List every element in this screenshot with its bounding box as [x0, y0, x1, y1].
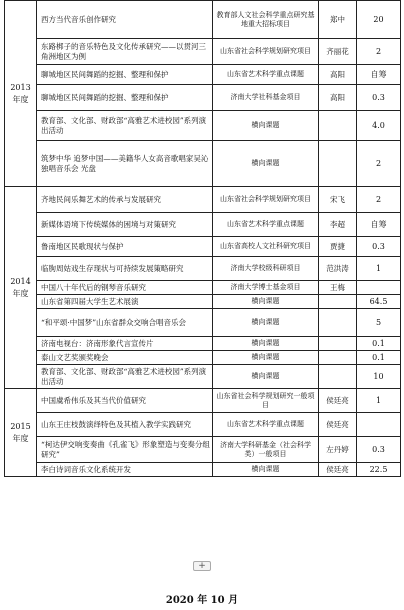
source-cell: 山东省艺术科学重点课题 [213, 65, 319, 85]
table-row [5, 309, 401, 337]
person-cell: 李超 [319, 213, 357, 237]
title-cell: “柯达伊交响变奏曲《孔雀飞》形象塑造与变奏分组研究” [37, 437, 213, 463]
title-cell: 山东王庄枝鼓演绎特色及其植入教学实践研究 [37, 413, 213, 437]
source-cell: 济南大学博士基金项目 [213, 281, 319, 295]
person-cell: 王梅 [319, 281, 357, 295]
funding-cell: 自筹 [357, 213, 401, 237]
funding-cell: 2 [357, 141, 401, 187]
table-row [5, 39, 401, 65]
source-cell: 山东省艺术科学重点课题 [213, 213, 319, 237]
person-cell [319, 141, 357, 187]
title-cell: 李白诗词音乐文化系统开发 [37, 463, 213, 477]
person-cell: 高阳 [319, 65, 357, 85]
title-cell: 临朐周姑戏生存现状与可持续发展策略研究 [37, 257, 213, 281]
funding-cell: 64.5 [357, 295, 401, 309]
year-cell: 2014年度 [5, 187, 37, 389]
source-cell: 横向课题 [213, 111, 319, 141]
table-row [5, 111, 401, 141]
source-cell: 横向课题 [213, 141, 319, 187]
person-cell [319, 111, 357, 141]
table-row [5, 463, 401, 477]
source-cell: 教育部人文社会科学重点研究基地重大招标项目 [213, 1, 319, 39]
person-cell: 齐丽花 [319, 39, 357, 65]
person-cell: 侯廷亮 [319, 389, 357, 413]
person-cell [319, 351, 357, 365]
person-cell [319, 309, 357, 337]
table-row [5, 213, 401, 237]
funding-cell: 自筹 [357, 65, 401, 85]
table-row [5, 141, 401, 187]
year-cell: 2015年度 [5, 389, 37, 477]
title-cell: 中国虞希伟乐及其当代价值研究 [37, 389, 213, 413]
source-cell: 山东省艺术科学重点课题 [213, 413, 319, 437]
funding-cell: 1 [357, 257, 401, 281]
table-row [5, 295, 401, 309]
funding-cell: 1 [357, 389, 401, 413]
funding-cell: 20 [357, 1, 401, 39]
source-cell: 横向课题 [213, 365, 319, 389]
title-cell: 济南电视台：济南形象代言宣传片 [37, 337, 213, 351]
title-cell: 鲁南地区民歌现状与保护 [37, 237, 213, 257]
title-cell: 聊城地区民间舞蹈的挖掘、整理和保护 [37, 85, 213, 111]
funding-cell: 4.0 [357, 111, 401, 141]
source-cell: 山东省社会科学规划研究项目 [213, 39, 319, 65]
title-cell: 教育部、文化部、财政部“高雅艺术进校园”系列演出活动 [37, 111, 213, 141]
funding-cell: 0.3 [357, 437, 401, 463]
funding-cell: 5 [357, 309, 401, 337]
table-row [5, 413, 401, 437]
funding-cell: 0.1 [357, 351, 401, 365]
year-cell: 2013年度 [5, 1, 37, 187]
table-row [5, 351, 401, 365]
title-cell: 中国八十年代后的钢琴音乐研究 [37, 281, 213, 295]
source-cell: 济南大学校级科研项目 [213, 257, 319, 281]
title-cell: 齐地民间乐舞艺术的传承与发展研究 [37, 187, 213, 213]
table-row [5, 337, 401, 351]
person-cell: 左丹婷 [319, 437, 357, 463]
funding-cell: 2 [357, 187, 401, 213]
title-cell: “和平颂·中国梦”山东省群众交响合唱音乐会 [37, 309, 213, 337]
projects-table [4, 0, 401, 477]
source-cell: 济南大学社科基金项目 [213, 85, 319, 111]
source-cell: 横向课题 [213, 309, 319, 337]
document-date: 2020 年 10 月 [165, 595, 239, 606]
table-row [5, 187, 401, 213]
source-cell: 横向课题 [213, 351, 319, 365]
person-cell: 侯廷亮 [319, 463, 357, 477]
title-cell: 聊城地区民间舞蹈的挖掘、整理和保护 [37, 65, 213, 85]
person-cell: 郑中 [319, 1, 357, 39]
table-row [5, 437, 401, 463]
person-cell: 宋飞 [319, 187, 357, 213]
person-cell: 范洪涛 [319, 257, 357, 281]
funding-cell: 0.3 [357, 237, 401, 257]
table-row [5, 1, 401, 39]
source-cell: 山东省社会科学规划研究一般项目 [213, 389, 319, 413]
title-cell: 教育部、文化部、财政部“高雅艺术进校园”系列演出活动 [37, 365, 213, 389]
title-cell: 西方当代音乐创作研究 [37, 1, 213, 39]
funding-cell: 22.5 [357, 463, 401, 477]
table-row [5, 257, 401, 281]
funding-cell [357, 281, 401, 295]
funding-cell: 10 [357, 365, 401, 389]
title-cell: 新媒体语境下传统媒体的困境与对策研究 [37, 213, 213, 237]
funding-cell: 0.1 [357, 337, 401, 351]
table-row [5, 281, 401, 295]
title-cell: 筑梦中华 追梦中国——美籍华人女高音歌唱家吴沁独唱音乐会 光盘 [37, 141, 213, 187]
source-cell: 山东省高校人文社科研究项目 [213, 237, 319, 257]
funding-cell: 0.3 [357, 85, 401, 111]
source-cell: 横向课题 [213, 295, 319, 309]
person-cell [319, 365, 357, 389]
table-row [5, 85, 401, 111]
funding-cell [357, 413, 401, 437]
add-row-button[interactable]: + [193, 561, 211, 571]
person-cell: 贾捷 [319, 237, 357, 257]
table-row [5, 365, 401, 389]
title-cell: 泰山文艺奖颁奖晚会 [37, 351, 213, 365]
table-row [5, 237, 401, 257]
person-cell: 高阳 [319, 85, 357, 111]
table-row [5, 389, 401, 413]
source-cell: 横向课题 [213, 337, 319, 351]
person-cell [319, 337, 357, 351]
source-cell: 横向课题 [213, 463, 319, 477]
person-cell [319, 295, 357, 309]
source-cell: 济南大学科研基金（社会科学类）一般项目 [213, 437, 319, 463]
title-cell: 东路梆子的音乐特色及文化传承研究——以贯河三角洲地区为例 [37, 39, 213, 65]
person-cell: 侯廷亮 [319, 413, 357, 437]
table-row [5, 65, 401, 85]
source-cell: 山东省社会科学规划研究项目 [213, 187, 319, 213]
title-cell: 山东省第四届大学生艺术展演 [37, 295, 213, 309]
funding-cell: 2 [357, 39, 401, 65]
